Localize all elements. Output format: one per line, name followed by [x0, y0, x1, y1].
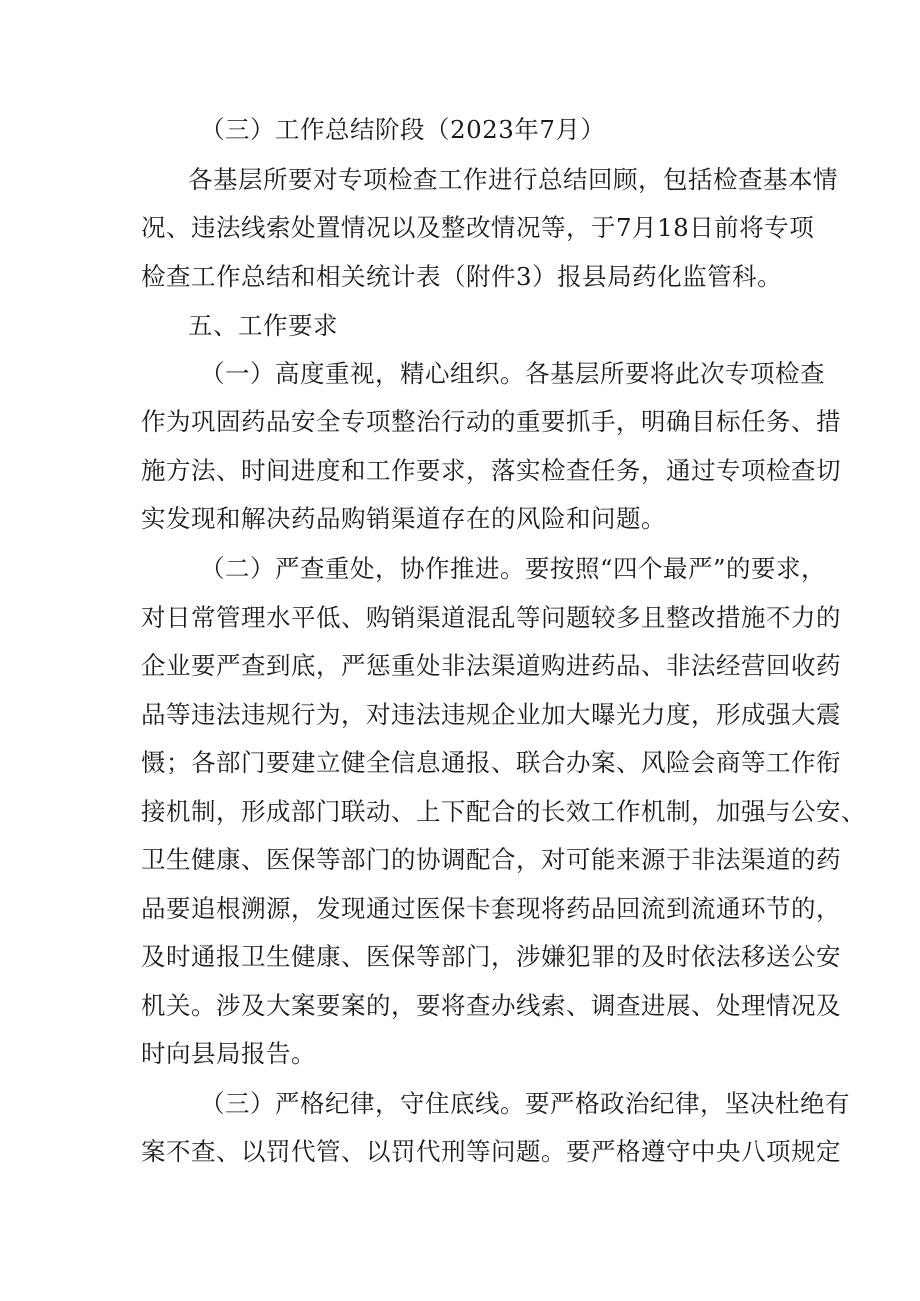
paragraph-line: 况、违法线索处置情况以及整改情况等，于7月18日前将专项: [141, 213, 815, 242]
paragraph-line: 作为巩固药品安全专项整治行动的重要抓手，明确目标任务、措: [141, 407, 841, 436]
paragraph-line: 案不查、以罚代管、以罚代刑等问题。要严格遵守中央八项规定: [141, 1137, 841, 1166]
paragraph-line: 施方法、时间进度和工作要求，落实检查任务，通过专项检查切: [141, 456, 841, 485]
paragraph-line: 慑；各部门要建立健全信息通报、联合办案、风险会商等工作衔: [141, 748, 841, 777]
paragraph-line: 及时通报卫生健康、医保等部门，涉嫌犯罪的及时依法移送公安: [141, 942, 841, 971]
paragraph-line: （三）严格纪律，守住底线。要严格政治纪律，坚决杜绝有: [200, 1089, 850, 1118]
paragraph-line: 企业要严查到底，严惩重处非法渠道购进药品、非法经营回收药: [141, 651, 841, 680]
paragraph-line: 卫生健康、医保等部门的协调配合，对可能来源于非法渠道的药: [141, 845, 841, 874]
paragraph-line: 实发现和解决药品购销渠道存在的风险和问题。: [141, 504, 666, 533]
section-heading-phase-3: （三）工作总结阶段（2023年7月）: [200, 115, 606, 144]
section-heading-requirements: 五、工作要求: [188, 311, 338, 340]
paragraph-line: 时向县局报告。: [141, 1039, 316, 1068]
paragraph-line: 品等违法违规行为，对违法违规企业加大曝光力度，形成强大震: [141, 700, 841, 729]
paragraph-line: 品要追根溯源，发现通过医保卡套现将药品回流到流通环节的，: [141, 894, 841, 923]
paragraph-line: 机关。涉及大案要案的，要将查办线索、调查进展、处理情况及: [141, 991, 841, 1020]
paragraph-line: 各基层所要对专项检查工作进行总结回顾，包括检查基本情: [188, 165, 838, 194]
paragraph-line: （一）高度重视，精心组织。各基层所要将此次专项检查: [200, 359, 825, 388]
paragraph-line: （二）严查重处，协作推进。要按照“四个最严”的要求，: [200, 554, 827, 583]
paragraph-line: 检查工作总结和相关统计表（附件3）报县局药化监管科。: [141, 262, 783, 291]
paragraph-line: 接机制，形成部门联动、上下配合的长效工作机制，加强与公安、: [141, 797, 866, 826]
paragraph-line: 对日常管理水平低、购销渠道混乱等问题较多且整改措施不力的: [141, 603, 841, 632]
